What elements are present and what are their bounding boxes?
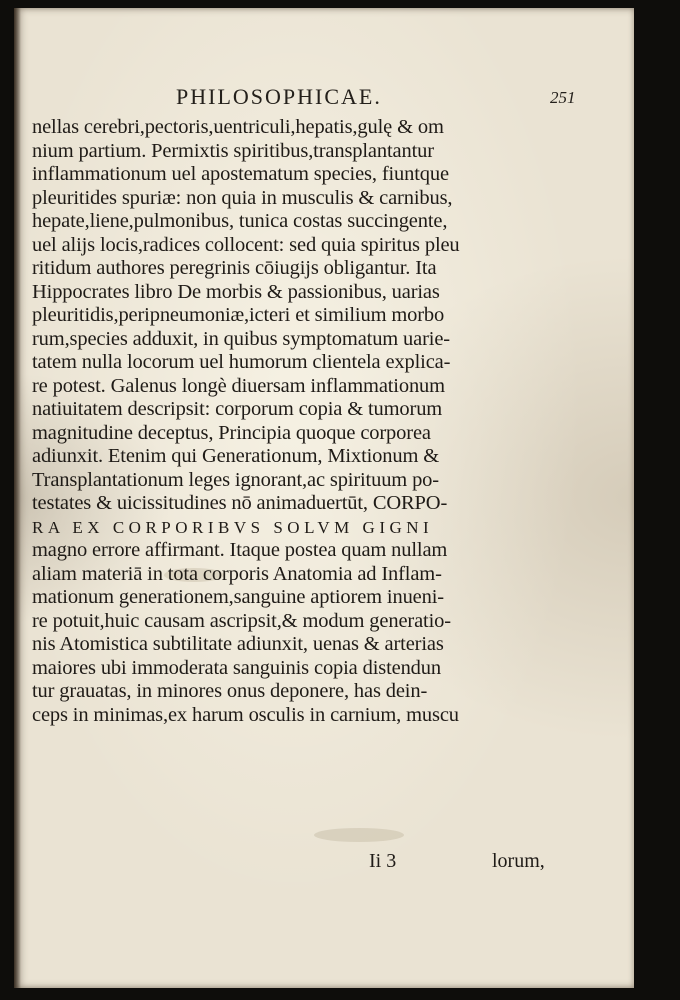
text-line: re potuit,huic causam ascripsit,& modum generatio-: [32, 609, 451, 632]
text-line: natiuitatem descripsit: corporum copia & tumorum: [32, 398, 443, 420]
text-line: rum,species adduxit, in quibus symptomatum uarie-: [32, 327, 450, 350]
text-line: nellas cerebri,pectoris,uentriculi,hepatis,gulę & om: [32, 116, 444, 138]
text-line: mationum generationem,sanguine aptiorem inueni-: [32, 586, 444, 608]
text-line: pleuritidis,peripneumoniæ,icteri et similium morbo: [32, 304, 445, 326]
folio-number: 251: [550, 88, 576, 107]
text-line: re potest. Galenus longè diuersam inflammationum: [32, 374, 445, 397]
catchword: lorum,: [492, 850, 545, 872]
body-text: [32, 116, 592, 727]
signature-mark: Ii 3: [369, 850, 397, 872]
book-page: [14, 8, 634, 988]
text-line: magnitudine deceptus, Principia quoque corporea: [32, 421, 431, 444]
text-line: adiunxit. Etenim qui Generationum, Mixtionum &: [32, 445, 440, 467]
text-line: magno errore affirmant. Itaque postea quam nullam: [32, 539, 448, 561]
text-line: inflammationum uel apostematum species, fiuntque: [32, 163, 449, 185]
text-line: maiores ubi immoderata sanguinis copia distendun: [32, 656, 441, 679]
page-gutter-shadow: [14, 8, 21, 988]
text-line: hepate,liene,pulmonibus, tunica costas succingente,: [32, 210, 448, 232]
text-line: uel alijs locis,radices collocent: sed quia spiritus pleu: [32, 233, 460, 256]
text-line: tatem nulla locorum uel humorum clientela explica-: [32, 351, 451, 373]
text-line: testates & uicissitudines nō animaduertūt, CORPO-: [32, 492, 448, 514]
text-line: Hippocrates libro De morbis & passionibus, uarias: [32, 280, 440, 303]
text-line: pleuritides spuriæ: non quia in musculis & carnibus,: [32, 186, 453, 209]
text-line: ceps in minimas,ex harum osculis in carnium, muscu: [32, 703, 459, 726]
paper-stain: [314, 828, 404, 842]
running-head: PHILOSOPHICAE.: [176, 84, 382, 109]
text-line-capitals: RA EX CORPORIBVS SOLVM GIGNI: [32, 517, 434, 537]
text-line: tur grauatas, in minores onus deponere, has dein-: [32, 680, 428, 702]
text-line: Transplantationum leges ignorant,ac spirituum po-: [32, 468, 439, 491]
text-line: nium partium. Permixtis spiritibus,transplantantur: [32, 139, 434, 162]
text-line: ritidum authores peregrinis cōiugijs obligantur. Ita: [32, 257, 437, 279]
text-line: aliam materiā in tota corporis Anatomia ad Inflam-: [32, 562, 442, 585]
text-line: nis Atomistica subtilitate adiunxit, uenas & arterias: [32, 633, 444, 655]
